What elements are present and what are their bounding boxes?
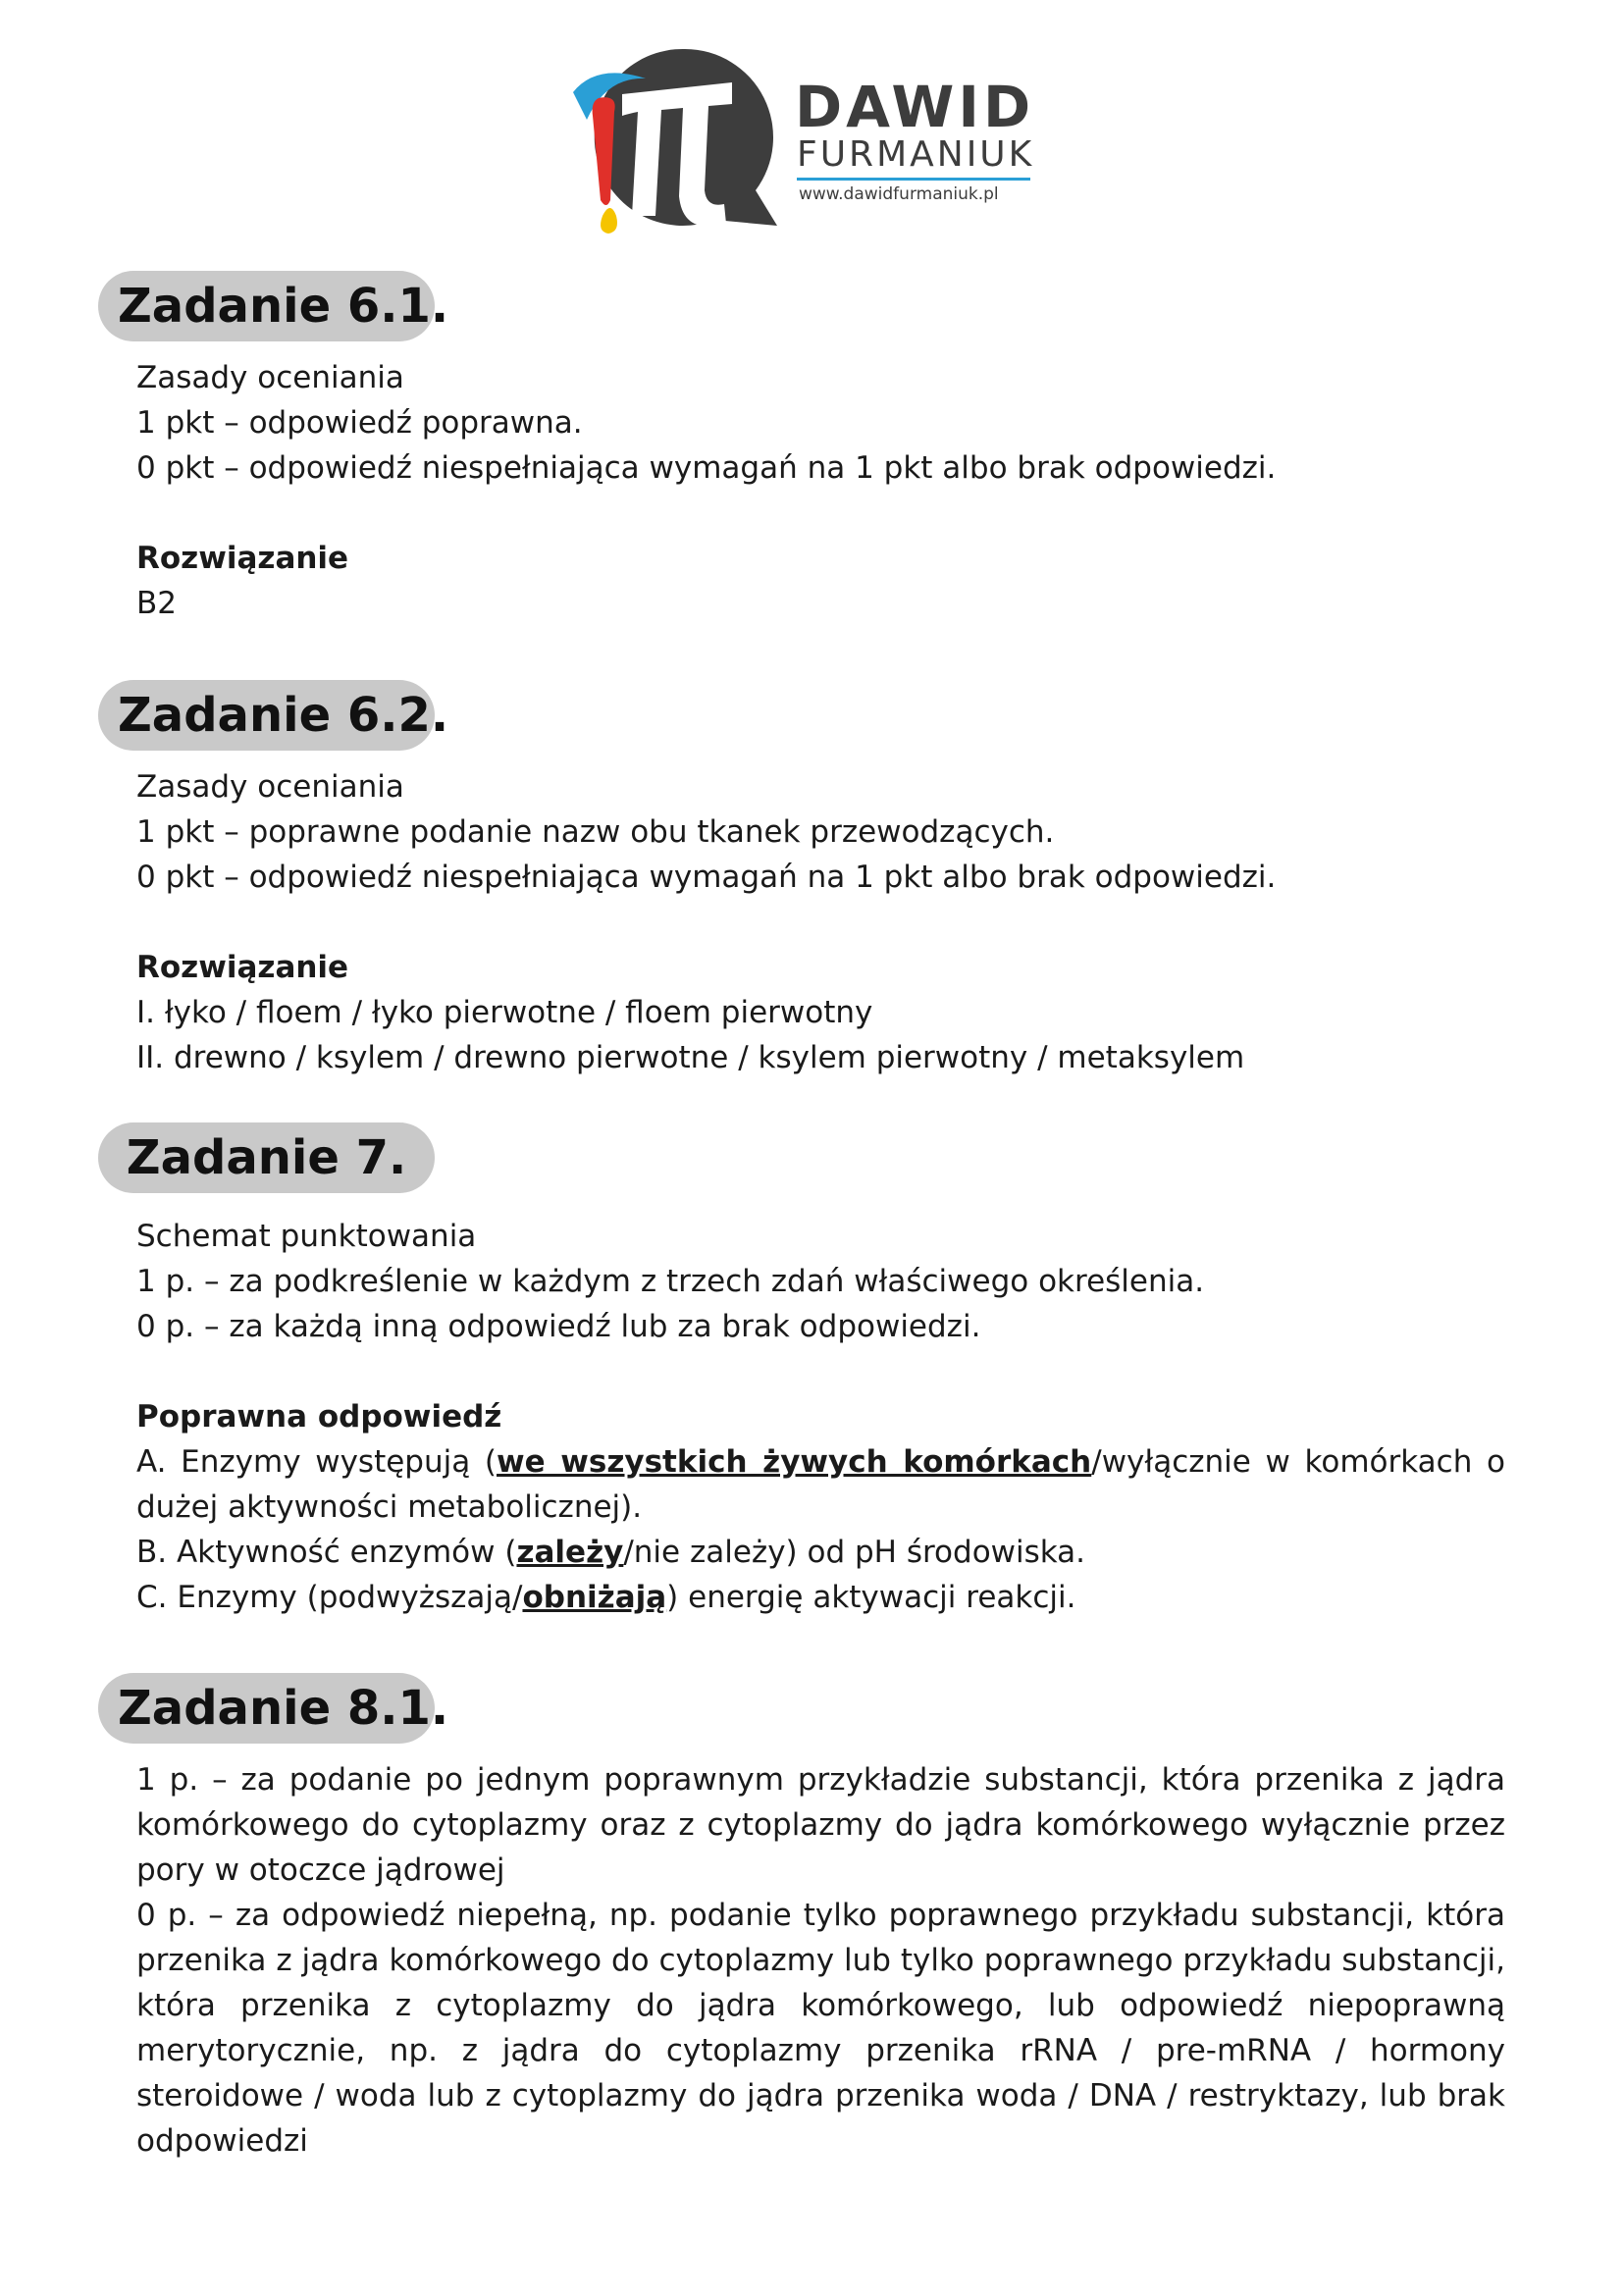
answer-a: A. Enzymy występują (we wszystkich żywych komórkach/wyłącznie w komórkach o dużej aktywności metabolicznej).: [136, 1444, 1505, 1525]
solution-heading: Rozwiązanie: [136, 950, 349, 985]
scoring-line: 0 pkt – odpowiedź niespełniająca wymagań na 1 pkt albo brak odpowiedzi.: [136, 450, 1277, 486]
scoring-line: 1 p. – za podkreślenie w każdym z trzech zdań właściwego określenia.: [136, 1264, 1205, 1299]
task-title: Zadanie 6.1.: [118, 279, 449, 334]
correct-answer: we wszystkich żywych komórkach: [497, 1444, 1092, 1480]
solution-line: II. drewno / ksylem / drewno pierwotne / ksylem pierwotny / metaksylem: [136, 1040, 1245, 1075]
scoring-line: 0 pkt – odpowiedź niespełniająca wymagań na 1 pkt albo brak odpowiedzi.: [136, 860, 1277, 895]
scoring-line: 1 pkt – poprawne podanie nazw obu tkanek przewodzących.: [136, 814, 1055, 850]
task-6-2-badge: [98, 680, 449, 751]
brand-surname: FURMANIUK: [797, 134, 1035, 175]
task-6-1-content: [136, 355, 1505, 626]
brand-divider: [797, 178, 1030, 181]
brand-url: www.dawidfurmaniuk.pl: [799, 184, 999, 204]
task-title: Zadanie 7.: [126, 1130, 407, 1185]
scoring-heading: Schemat punktowania: [136, 1219, 477, 1254]
scoring-line: 0 p. – za każdą inną odpowiedź lub za brak odpowiedzi.: [136, 1309, 981, 1344]
task-6-1-badge: [98, 271, 449, 341]
task-7-badge: [98, 1122, 435, 1193]
task-7-content: [136, 1214, 1505, 1620]
solution-heading: Rozwiązanie: [136, 541, 349, 576]
scoring-paragraph: 1 p. – za podanie po jednym poprawnym przykładzie substancji, która przenika z jądra komórkowego do cytoplazmy oraz z cytoplazmy do jądra komórkowego wyłącznie przez pory w otoczce jądrowej: [136, 1762, 1505, 1888]
task-6-2-content: [136, 764, 1505, 1080]
solution-line: I. łyko / floem / łyko pierwotne / floem pierwotny: [136, 995, 873, 1030]
scoring-line: 1 pkt – odpowiedź poprawna.: [136, 405, 583, 441]
task-8-1-content: [136, 1757, 1505, 2164]
task-8-1-badge: [98, 1673, 449, 1744]
solution-heading: Poprawna odpowiedź: [136, 1399, 502, 1435]
pi-speech-bubble-icon: [567, 43, 793, 239]
task-title: Zadanie 6.2.: [118, 688, 449, 743]
brand-name: DAWID: [795, 74, 1035, 140]
scoring-paragraph: 0 p. – za odpowiedź niepełną, np. podanie tylko poprawnego przykładu substancji, która przenika z jądra komórkowego do cytoplazmy lub tylko poprawnego przykładu substancji, która przenika z cytoplazmy do jądra komórkowego, lub odpowiedź niepoprawną merytorycznie, np. z jądra do cytoplazmy przenika rRNA / pre-mRNA / hormony steroidowe / woda lub z cytoplazmy do jądra przenika woda / DNA / restryktazy, lub brak odpowiedzi: [136, 1898, 1505, 2159]
scoring-heading: Zasady oceniania: [136, 360, 404, 395]
answer-c: C. Enzymy (podwyższają/obniżają) energię aktywacji reakcji.: [136, 1580, 1076, 1615]
task-title: Zadanie 8.1.: [118, 1681, 449, 1736]
answer-b: B. Aktywność enzymów (zależy/nie zależy) od pH środowiska.: [136, 1535, 1086, 1570]
brand-logo: [567, 43, 1038, 239]
correct-answer: zależy: [516, 1535, 624, 1570]
solution-line: B2: [136, 586, 177, 621]
scoring-heading: Zasady oceniania: [136, 769, 404, 805]
correct-answer: obniżają: [522, 1580, 667, 1615]
